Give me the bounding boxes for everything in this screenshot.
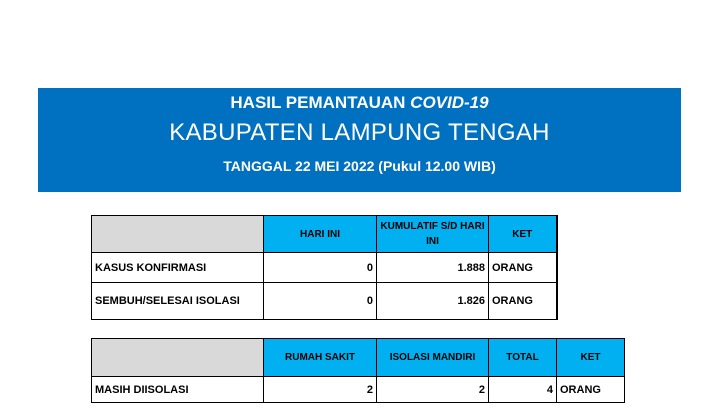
header-total: TOTAL xyxy=(489,339,557,377)
cell-ket: ORANG xyxy=(489,253,557,283)
header-kumulatif: KUMULATIF S/D HARI INI xyxy=(377,216,489,253)
blank-header-cell xyxy=(92,216,264,253)
table-header-row xyxy=(92,339,625,377)
cell-total: 4 xyxy=(489,377,557,403)
table-row xyxy=(92,253,557,283)
cell-cumulative: 1.888 xyxy=(377,253,489,283)
report-title xyxy=(38,92,681,114)
header-ket: KET xyxy=(489,216,557,253)
row-label: SEMBUH/SELESAI ISOLASI xyxy=(92,283,264,320)
report-date: TANGGAL 22 MEI 2022 (Pukul 12.00 WIB) xyxy=(223,158,496,174)
table-header-row xyxy=(92,216,557,253)
header-isolasi-mandiri: ISOLASI MANDIRI xyxy=(377,339,489,377)
header-ket: KET xyxy=(557,339,625,377)
cell-ket: ORANG xyxy=(489,283,557,320)
table-row xyxy=(92,377,625,403)
isolation-table xyxy=(91,338,625,403)
row-label: KASUS KONFIRMASI xyxy=(92,253,264,283)
cell-ket: ORANG xyxy=(557,377,625,403)
table-row xyxy=(92,283,557,320)
cell-today: 0 xyxy=(264,253,377,283)
header-rumah-sakit: RUMAH SAKIT xyxy=(264,339,377,377)
cell-today: 0 xyxy=(264,283,377,320)
report-title-prefix: HASIL PEMANTAUAN xyxy=(230,93,406,112)
blank-header-cell xyxy=(92,339,264,377)
region-name: KABUPATEN LAMPUNG TENGAH xyxy=(169,119,550,146)
title-banner xyxy=(38,88,681,192)
header-hari-ini: HARI INI xyxy=(264,216,377,253)
cell-hospital: 2 xyxy=(264,377,377,403)
cell-self-isolation: 2 xyxy=(377,377,489,403)
row-label: MASIH DIISOLASI xyxy=(92,377,264,403)
case-summary-table xyxy=(91,215,558,320)
cell-cumulative: 1.826 xyxy=(377,283,489,320)
report-title-covid: COVID-19 xyxy=(410,93,489,112)
